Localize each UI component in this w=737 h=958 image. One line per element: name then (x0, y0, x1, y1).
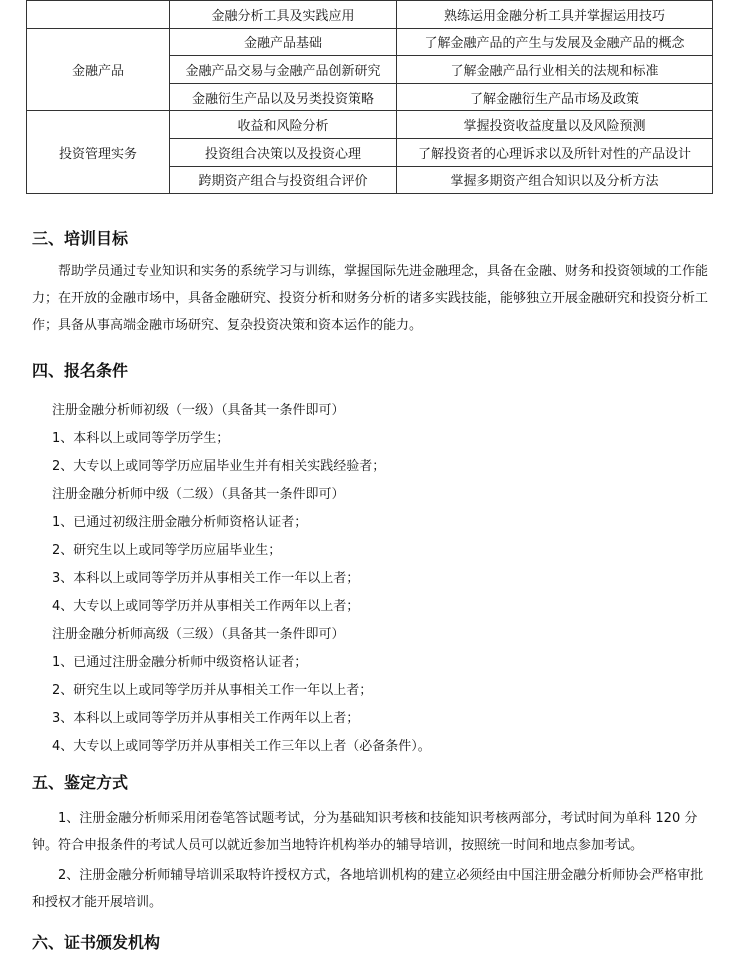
table-row (27, 28, 713, 56)
section-heading-training-goals: 三、培训目标 (32, 229, 129, 248)
list-item: 1、已通过初级注册金融分析师资格认证者； (52, 515, 308, 530)
list-item: 4、大专以上或同等学历并从事相关工作三年以上者（必备条件）。 (52, 739, 431, 754)
table-cell-course: 收益和风险分析 (170, 111, 397, 139)
table-cell-goal: 了解金融产品行业相关的法规和标准 (397, 56, 713, 84)
table-cell-course: 金融产品基础 (170, 28, 397, 56)
table-row (27, 111, 713, 139)
table-cell-goal: 掌握投资收益度量以及风险预测 (397, 111, 713, 139)
section-heading-registration: 四、报名条件 (32, 361, 129, 380)
table-cell-goal: 熟练运用金融分析工具并掌握运用技巧 (397, 1, 713, 29)
list-item: 3、本科以上或同等学历并从事相关工作一年以上者； (52, 571, 360, 586)
list-item: 2、研究生以上或同等学历并从事相关工作一年以上者； (52, 683, 373, 698)
section-heading-certificate-issuer: 六、证书颁发机构 (32, 933, 161, 952)
table-cell-goal: 了解投资者的心理诉求以及所针对性的产品设计 (397, 138, 713, 166)
assessment-paragraph-1: 1、注册金融分析师采用闭卷笔答试题考试，分为基础知识考核和技能知识考核两部分，考试时间为单科 120 分钟。符合申报条件的考试人员可以就近参加当地特许机构举办的辅导培训，按照统一时间和地点参加考试。 (32, 811, 698, 853)
list-item: 2、研究生以上或同等学历应届毕业生； (52, 543, 282, 558)
list-item: 2、大专以上或同等学历应届毕业生并有相关实践经验者； (52, 459, 386, 474)
list-item: 注册金融分析师高级（三级）（具备其一条件即可） (52, 627, 345, 642)
table-cell-course: 跨期资产组合与投资组合评价 (170, 166, 397, 194)
table-cell-goal: 了解金融衍生产品市场及政策 (397, 83, 713, 111)
training-goals-paragraph: 帮助学员通过专业知识和实务的系统学习与训练，掌握国际先进金融理念，具备在金融、财务和投资领域的工作能力；在开放的金融市场中，具备金融研究、投资分析和财务分析的诸多实践技能，能够独立开展金融研究和投资分析工作；具备从事高端金融市场研究、复杂投资决策和资本运作的能力。 (32, 264, 709, 333)
list-item: 1、已通过注册金融分析师中级资格认证者； (52, 655, 308, 670)
table-cell-goal: 掌握多期资产组合知识以及分析方法 (397, 166, 713, 194)
course-table (26, 0, 713, 194)
list-item: 1、本科以上或同等学历学生； (52, 431, 230, 446)
table-cell-course: 投资组合决策以及投资心理 (170, 138, 397, 166)
list-item: 注册金融分析师中级（二级）（具备其一条件即可） (52, 487, 345, 502)
table-cell-course: 金融产品交易与金融产品创新研究 (170, 56, 397, 84)
list-item: 注册金融分析师初级（一级）（具备其一条件即可） (52, 403, 345, 418)
table-cell-course: 金融衍生产品以及另类投资策略 (170, 83, 397, 111)
table-cell-goal: 了解金融产品的产生与发展及金融产品的概念 (397, 28, 713, 56)
table-cell-category: 金融产品 (27, 28, 170, 111)
list-item: 4、大专以上或同等学历并从事相关工作两年以上者； (52, 599, 360, 614)
assessment-paragraph-2: 2、注册金融分析师辅导培训采取特许授权方式，各地培训机构的建立必须经由中国注册金融分析师协会严格审批和授权才能开展培训。 (32, 868, 704, 910)
list-item: 3、本科以上或同等学历并从事相关工作两年以上者； (52, 711, 360, 726)
section-heading-assessment: 五、鉴定方式 (32, 773, 129, 792)
table-cell-category (27, 1, 170, 29)
table-cell-course: 金融分析工具及实践应用 (170, 1, 397, 29)
table-row (27, 1, 713, 29)
table-cell-category: 投资管理实务 (27, 111, 170, 194)
